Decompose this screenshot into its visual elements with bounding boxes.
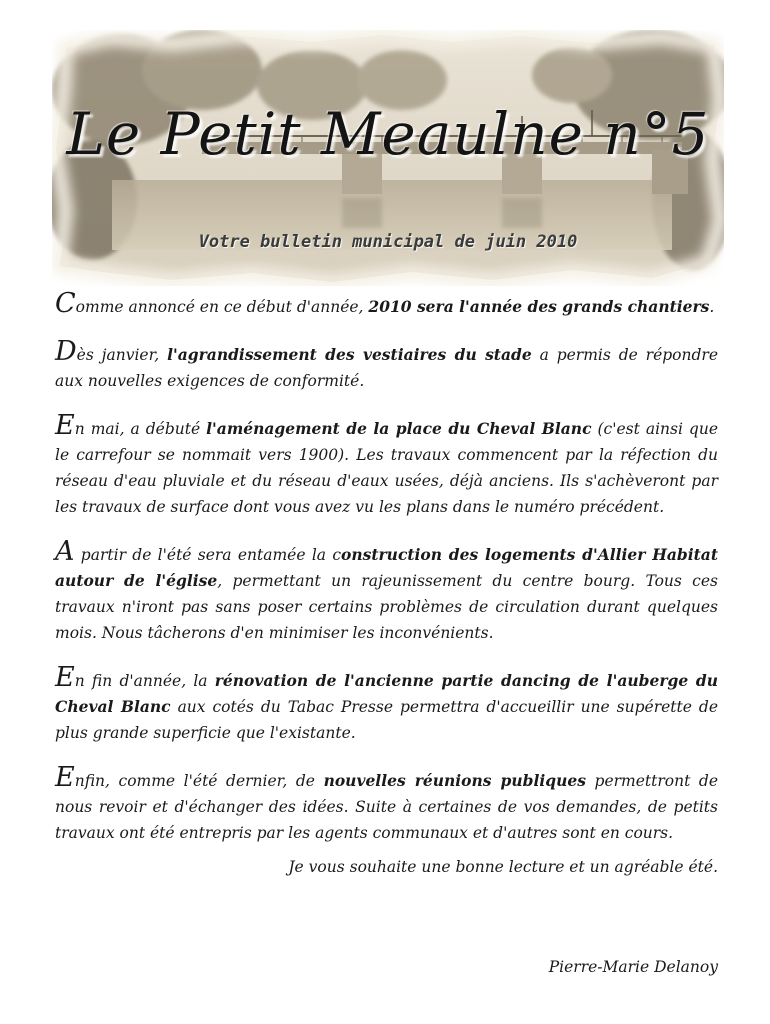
paragraph-4: A partir de l'été sera entamée la construction des logements d'Allier Habitat autour de l'église, permettant un rajeunissement du centre bourg. Tous ces travaux n'iront pas sans poser certains problèmes de circulation durant quelques mois. Nous tâcherons d'en minimiser les inconvénients. [55,536,718,642]
newsletter-title: Le Petit Meaulne n°5 [66,100,710,168]
drop-cap: E [55,662,75,693]
paragraph-6: Enfin, comme l'été dernier, de nouvelles réunions publiques permettront de nous revoir et d'échanger des idées. Suite à certaines de vos demandes, de petits travaux ont été entrepris par les agents communaux et d'autres sont en cours. [55,762,719,842]
newsletter-subtitle: Votre bulletin municipal de juin 2010 [198,232,578,252]
highlight: onstruction des logements d'Allier Habitat autour de l'église [55,545,718,590]
article-body [55,288,719,880]
masthead [52,30,724,286]
drop-cap: C [55,288,76,319]
drop-cap: D [55,336,77,367]
highlight: rénovation de l'ancienne partie dancing de l'auberge du Cheval Blanc [55,671,718,716]
drop-cap: A [55,536,75,567]
drop-cap: E [55,410,75,441]
closing-line: Je vous souhaite une bonne lecture et un agréable été. [288,858,718,876]
highlight: l'aménagement de la place du Cheval Blanc [206,419,592,438]
signature: Pierre-Marie Delanoy [548,958,718,976]
paragraph-2: Dès janvier, l'agrandissement des vestiaires du stade a permis de répondre aux nouvelles exigences de conformité. [55,336,718,390]
highlight: l'agrandissement des vestiaires du stade [167,345,532,364]
paragraph-5: En fin d'année, la rénovation de l'ancienne partie dancing de l'auberge du Cheval Blanc aux cotés du Tabac Presse permettra d'accueillir une supérette de plus grande superficie que l'existante. [55,662,718,742]
highlight: 2010 sera l'année des grands chantiers [368,297,710,316]
paragraph-1: Comme annoncé en ce début d'année, 2010 sera l'année des grands chantiers. [55,288,715,319]
drop-cap: E [55,762,75,793]
highlight: nouvelles réunions publiques [323,771,586,790]
paragraph-3: En mai, a débuté l'aménagement de la place du Cheval Blanc (c'est ainsi que le carrefour se nommait vers 1900). Les travaux commencent par la réfection du réseau d'eau pluviale et du réseau d'eaux usées, déjà anciens. Ils s'achèveront par les travaux de surface dont vous avez vu les plans dans le numéro précédent. [55,410,719,516]
